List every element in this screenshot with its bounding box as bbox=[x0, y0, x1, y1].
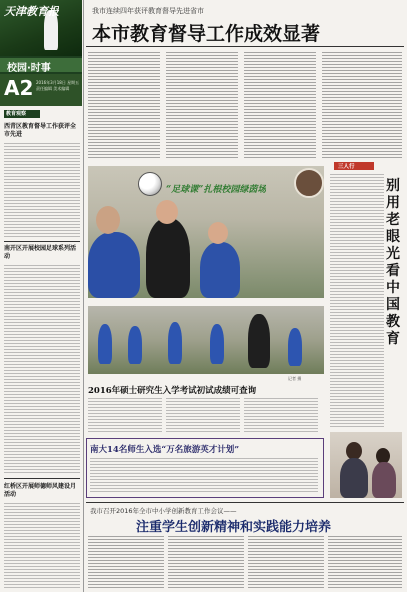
headline-rule bbox=[86, 46, 404, 47]
coach-head bbox=[156, 200, 178, 224]
story2-text-col-3 bbox=[244, 398, 318, 432]
student-figure bbox=[98, 324, 112, 364]
masthead-meta: 2016年3月18日 星期五 责任编辑 美术编辑 bbox=[36, 80, 80, 91]
page-number: A2 bbox=[4, 76, 34, 100]
sidebar-item-1-text bbox=[4, 143, 80, 238]
sidebar-item-3-title: 红桥区开展师德师风建设月活动 bbox=[4, 483, 77, 498]
right-column-title: 别用老眼光看中国教育 bbox=[386, 178, 400, 347]
coach-figure bbox=[248, 314, 270, 368]
story-text-col-4 bbox=[322, 52, 402, 160]
sidebar-item-2-title: 南开区开展校园足球系列活动 bbox=[4, 245, 77, 260]
person-figure bbox=[372, 462, 396, 498]
story2-title: 2016年硕士研究生入学考试初试成绩可查询 bbox=[88, 386, 257, 396]
feature-photo-bottom bbox=[88, 306, 324, 374]
sidebar-divider bbox=[4, 478, 80, 479]
student-head bbox=[208, 222, 228, 244]
right-photo bbox=[330, 432, 402, 498]
boxed-story-title: 南大14名师生入选“万名旅游英才计划” bbox=[90, 445, 240, 455]
story2-text-col-2 bbox=[166, 398, 240, 432]
masthead-block bbox=[0, 0, 82, 106]
person-figure bbox=[340, 458, 368, 498]
right-column-tag-text: 三人行 bbox=[338, 164, 355, 170]
masthead-title: 天津教育报 bbox=[4, 5, 59, 18]
column-rule bbox=[83, 0, 84, 592]
reporter-avatar bbox=[294, 168, 324, 198]
bottom-kicker: 我市召开2016年全市中小学创新教育工作会议—— bbox=[90, 507, 237, 515]
soccer-ball-icon bbox=[138, 172, 162, 196]
bottom-text-col-4 bbox=[328, 536, 402, 588]
headline: 本市教育督导工作成效显著 bbox=[92, 23, 321, 45]
photo-credit: 记者 摄 bbox=[288, 376, 302, 381]
student-figure bbox=[168, 322, 182, 364]
student-figure bbox=[88, 232, 140, 298]
photo-banner: “足球课”扎根校园绿茵场 bbox=[166, 185, 267, 195]
sidebar-box-label-text: 教育观察 bbox=[6, 111, 27, 117]
bottom-text-col-2 bbox=[168, 536, 244, 588]
student-figure bbox=[288, 328, 302, 366]
story2-text-col-1 bbox=[88, 398, 162, 432]
bottom-text-col-1 bbox=[88, 536, 164, 588]
story-text-col-1 bbox=[88, 52, 160, 160]
coach-figure bbox=[146, 218, 190, 298]
sidebar-item-3-text bbox=[4, 503, 80, 588]
student-figure bbox=[210, 324, 224, 364]
student-figure bbox=[200, 242, 240, 298]
bottom-headline: 注重学生创新精神和实践能力培养 bbox=[136, 520, 332, 535]
sidebar-divider bbox=[4, 241, 80, 242]
sidebar-item-2-text bbox=[4, 265, 80, 475]
student-head bbox=[96, 206, 120, 234]
boxed-story-text bbox=[90, 458, 318, 494]
sidebar-item-1-title: 西青区教育督导工作获评全市先进 bbox=[4, 123, 77, 138]
masthead-section: 校园·时事 bbox=[7, 63, 51, 74]
kicker: 我市连续四年获评教育督导先进省市 bbox=[92, 7, 204, 15]
bottom-rule bbox=[86, 502, 404, 503]
bottom-text-col-3 bbox=[248, 536, 324, 588]
story-text-col-3 bbox=[244, 52, 316, 160]
student-figure bbox=[128, 326, 142, 364]
story-text-col-2 bbox=[166, 52, 238, 160]
right-column-text bbox=[330, 174, 384, 428]
